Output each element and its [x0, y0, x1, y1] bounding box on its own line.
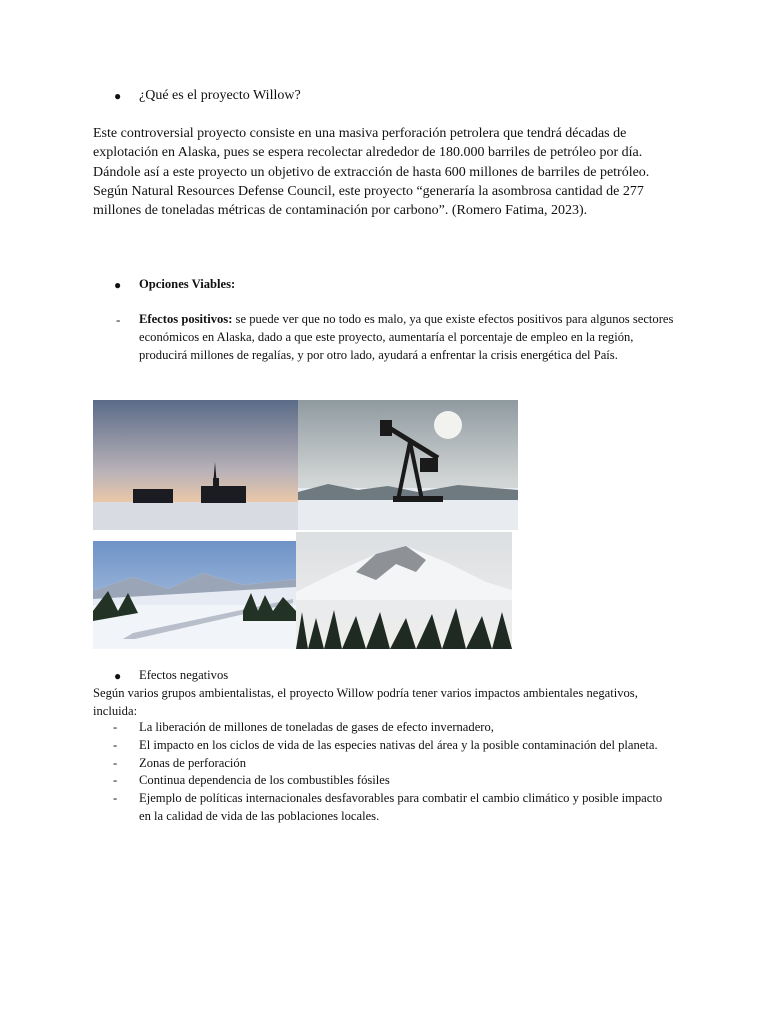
list-dash: - [113, 737, 118, 752]
list-item-text: El impacto en los ciclos de vida de las especies nativas del área y la posible contaminación del planeta. [139, 737, 658, 752]
negative-effects-list [113, 719, 673, 826]
positive-effects-label: Efectos positivos: [139, 312, 233, 326]
list-item-text: La liberación de millones de toneladas de gases de efecto invernadero, [139, 720, 494, 734]
list-item [113, 737, 673, 755]
photo-pumpjack-snow [298, 400, 518, 530]
section-heading-willow: ¿Qué es el proyecto Willow? [139, 88, 301, 103]
positive-effects-paragraph [139, 311, 679, 364]
list-dash: - [113, 755, 118, 770]
list-item-text: Ejemplo de políticas internacionales desfavorables para combatir el cambio climático y posible impacto en la calidad de vida de las poblaciones locales. [139, 791, 663, 823]
list-item-text: Continua dependencia de los combustibles fósiles [139, 773, 390, 788]
list-dash: - [113, 720, 118, 734]
bullet-icon: ● [114, 278, 122, 292]
section-heading-viable-options: Opciones Viables: [139, 277, 236, 291]
intro-paragraph: Este controversial proyecto consiste en una masiva perforación petrolera que tendrá décadas de explotación en Alaska, pues se espera recolectar alrededor de 180.000 barriles de petróleo por día. Dándole así a este proyecto un objetivo de extracción de hasta 600 millones de barriles de petróleo. Según Natural Resources Defense Council, este proyecto “generaría la asombrosa cantidad de 277 millones de toneladas métricas de contaminación por carbono”. (Romero Fatima, 2023). [93, 126, 650, 219]
list-item [113, 719, 673, 737]
list-item-text: Zonas de perforación [139, 755, 246, 770]
list-dash: - [113, 791, 118, 806]
list-dash: - [113, 773, 118, 788]
positive-effects-text: se puede ver que no todo es malo, ya que existe efectos positivos para algunos sectores económicos en Alaska, dado a que este proyecto, aumentaría el porcentaje de empleo en la región, producirá millones de regalías, y por otro lado, ayudará a enfrentar la crisis energética del País. [139, 312, 674, 362]
bullet-icon: ● [114, 89, 122, 103]
list-item [113, 790, 673, 826]
photo-mountain-forest [296, 532, 512, 649]
photo-pipeline-snow [93, 541, 296, 649]
section-heading-negative-effects: Efectos negativos [139, 668, 229, 682]
list-item [113, 772, 673, 790]
photo-drilling-rig-sunset [93, 400, 298, 530]
bullet-icon: ● [114, 669, 122, 683]
list-item [113, 755, 673, 773]
list-dash: - [116, 312, 121, 327]
negative-effects-intro: Según varios grupos ambientalistas, el proyecto Willow podría tener varios impactos ambientales negativos, incluida: [93, 686, 638, 718]
